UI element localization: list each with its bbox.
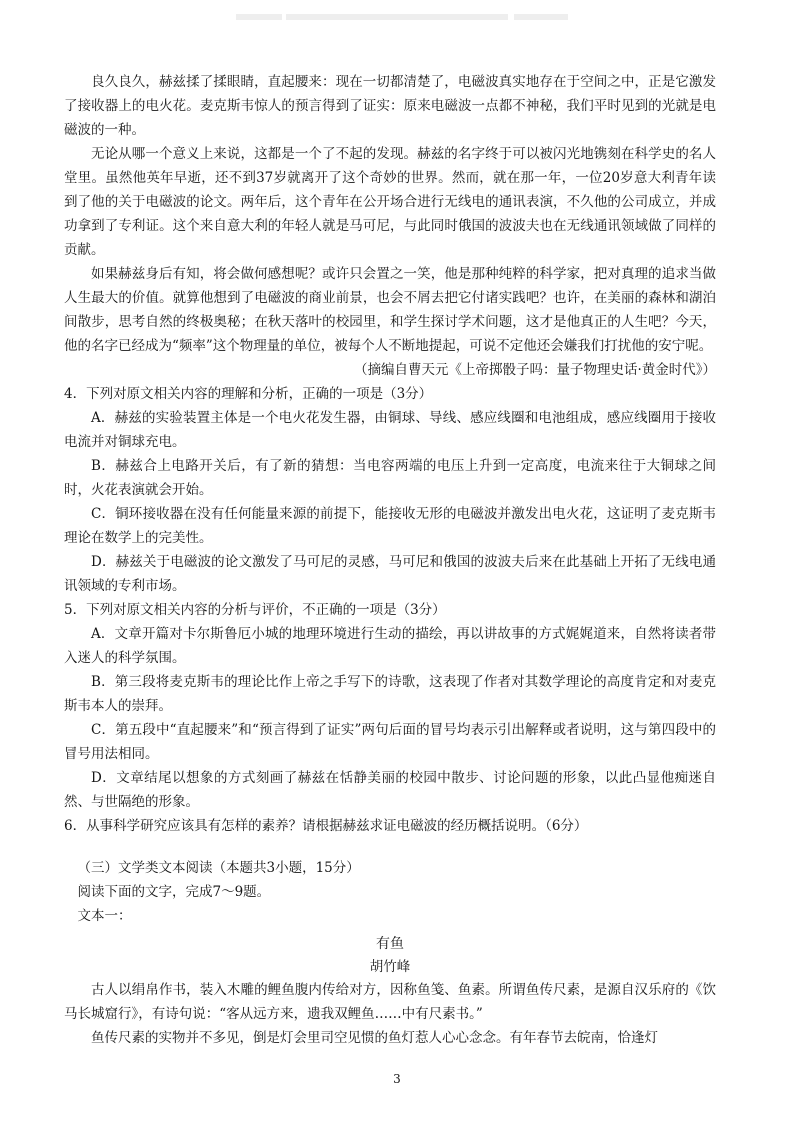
option-b: B．第三段将麦克斯韦的理论比作上帝之手写下的诗歌，这表现了作者对其数学理论的高度肯定和对麦克斯韦本人的崇拜。 <box>64 674 716 714</box>
question-stem: 4．下列对原文相关内容的理解和分析，正确的一项是（3分） <box>64 386 433 402</box>
option-c: C．第五段中“直起腰来”和“预言得到了证实”两句后面的冒号均表示引出解释或者说明，这与第四段中的冒号用法相同。 <box>64 722 716 762</box>
passage-paragraph: 如果赫兹身后有知，将会做何感想呢？或许只会置之一笑，他是那种纯粹的科学家，把对真理的追求当做人生最大的价值。就算他想到了电磁波的商业前景，也会不屑去把它付诸实践吧？也许，在美丽的森林和湖泊间散步，思考自然的终极奥秘；在秋天落叶的校园里，和学生探讨学术问题，这才是他真正的人生吧？今天，他的名字已经成为“频率”这个物理量的单位，被每个人不断地提起，可说不定他还会嫌我们打扰他的安宁呢。 <box>64 266 716 354</box>
section-heading: （三）文学类文本阅读（本题共3小题，15分） <box>77 860 360 876</box>
page-content <box>64 70 716 1050</box>
question-5 <box>64 598 716 814</box>
essay-author: 胡竹峰 <box>369 959 411 975</box>
option-d: D．文章结尾以想象的方式刻画了赫兹在恬静美丽的校园中散步、讨论问题的形象，以此凸显他痴迷自然、与世隔绝的形象。 <box>64 770 716 810</box>
option-b: B．赫兹合上电路开关后，有了新的猜想：当电容两端的电压上升到一定高度，电流来往于大铜球之间时，火花表演就会开始。 <box>64 458 716 498</box>
question-4 <box>64 382 716 598</box>
option-a: A．赫兹的实验装置主体是一个电火花发生器，由铜球、导线、感应线圈和电池组成，感应线圈用于接收电流并对铜球充电。 <box>64 410 716 450</box>
essay-paragraph: 鱼传尺素的实物并不多见，倒是灯会里司空见惯的鱼灯惹人心心念念。有年春节去皖南，恰逢灯 <box>91 1030 658 1046</box>
question-6 <box>64 814 716 838</box>
option-c: C．铜环接收器在没有任何能量来源的前提下，能接收无形的电磁波并激发出电火花，这证明了麦克斯韦理论在数学上的完美性。 <box>64 506 716 546</box>
scan-header-marks <box>0 14 794 24</box>
question-stem: 6．从事科学研究应该具有怎样的素养？请根据赫兹求证电磁波的经历概括说明。（6分） <box>64 818 588 834</box>
essay-title: 有鱼 <box>376 936 404 952</box>
passage-source: （摘编自曹天元《上帝掷骰子吗：量子物理史话·黄金时代》） <box>353 362 716 378</box>
essay-paragraph: 古人以绢帛作书，装入木雕的鲤鱼腹内传给对方，因称鱼笺、鱼素。所谓鱼传尺素，是源自汉乐府的《饮马长城窟行》，有诗句说：“客从远方来，遗我双鲤鱼……中有尺素书。” <box>64 982 716 1022</box>
page-number: 3 <box>393 1072 401 1086</box>
passage-paragraph: 无论从哪一个意义上来说，这都是一个了不起的发现。赫兹的名字终于可以被闪光地镌刻在科学史的名人堂里。虽然他英年早逝，还不到37岁就离开了这个奇妙的世界。然而，就在那一年，一位20岁意大利青年读到了他的关于电磁波的论文。两年后，这个青年在公开场合进行无线电的通讯表演，不久他的公司成立，并成功拿到了专利证。这个来自意大利的年轻人就是马可尼，与此同时俄国的波波夫也在无线通讯领域做了同样的贡献。 <box>64 146 716 258</box>
option-a: A．文章开篇对卡尔斯鲁厄小城的地理环境进行生动的描绘，再以讲故事的方式娓娓道来，自然将读者带入迷人的科学氛围。 <box>64 626 716 666</box>
option-d: D．赫兹关于电磁波的论文激发了马可尼的灵感，马可尼和俄国的波波夫后来在此基础上开拓了无线电通讯领域的专利市场。 <box>64 554 716 594</box>
question-stem: 5．下列对原文相关内容的分析与评价，不正确的一项是（3分） <box>64 602 446 618</box>
section-instruction: 阅读下面的文字，完成7～9题。 <box>77 884 271 900</box>
text-label: 文本一： <box>77 908 132 924</box>
passage-paragraph: 良久良久，赫兹揉了揉眼睛，直起腰来：现在一切都清楚了，电磁波真实地存在于空间之中，正是它激发了接收器上的电火花。麦克斯韦惊人的预言得到了证实：原来电磁波一点都不神秘，我们平时见到的光就是电磁波的一种。 <box>64 74 716 138</box>
